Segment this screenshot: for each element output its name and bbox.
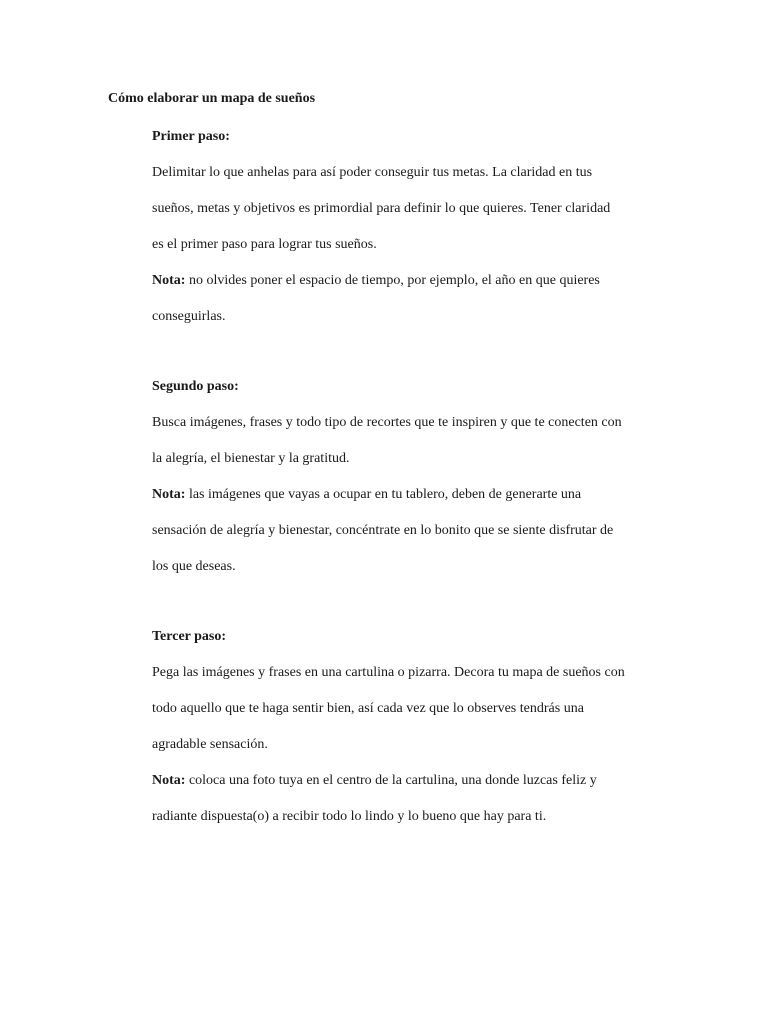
note-line: los que deseas.: [152, 559, 236, 574]
paragraph-line: todo aquello que te haga sentir bien, así cada vez que lo observes tendrás una: [152, 701, 584, 716]
note-label: Nota:: [152, 487, 186, 502]
paragraph-line: es el primer paso para lograr tus sueños.: [152, 237, 377, 252]
paragraph-line: Delimitar lo que anhelas para así poder conseguir tus metas. La claridad en tus: [152, 165, 593, 180]
note-line: [152, 271, 672, 307]
note-line: [152, 771, 672, 807]
note-label: Nota:: [152, 773, 186, 788]
note-line: sensación de alegría y bienestar, concéntrate en lo bonito que se siente disfrutar de: [152, 523, 614, 538]
note-line: [152, 485, 672, 521]
note-label: Nota:: [152, 273, 186, 288]
note-text: no olvides poner el espacio de tiempo, por ejemplo, el año en que quieres: [185, 273, 600, 288]
paragraph-line: agradable sensación.: [152, 737, 268, 752]
document-title: Cómo elaborar un mapa de sueños: [108, 91, 316, 106]
note-line: radiante dispuesta(o) a recibir todo lo lindo y lo bueno que hay para ti.: [152, 809, 547, 824]
note-text: coloca una foto tuya en el centro de la cartulina, una donde luzcas feliz y: [185, 773, 597, 788]
section-segundo-paso: [152, 377, 672, 593]
note-line: conseguirlas.: [152, 309, 226, 324]
paragraph-line: sueños, metas y objetivos es primordial para definir lo que quieres. Tener claridad: [152, 201, 611, 216]
section-heading: Segundo paso:: [152, 379, 239, 394]
paragraph-line: Busca imágenes, frases y todo tipo de recortes que te inspiren y que te conecten con: [152, 415, 622, 430]
paragraph-line: la alegría, el bienestar y la gratitud.: [152, 451, 350, 466]
paragraph-line: Pega las imágenes y frases en una cartulina o pizarra. Decora tu mapa de sueños con: [152, 665, 625, 680]
note-text: las imágenes que vayas a ocupar en tu tablero, deben de generarte una: [185, 487, 582, 502]
section-heading: Tercer paso:: [152, 629, 227, 644]
section-tercer-paso: [152, 627, 672, 843]
section-primer-paso: [152, 127, 672, 343]
section-heading: Primer paso:: [152, 129, 230, 144]
